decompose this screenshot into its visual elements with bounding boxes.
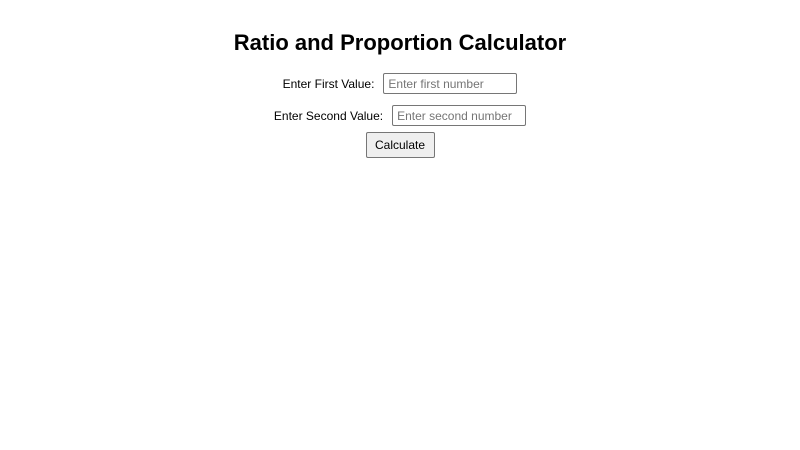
second-value-label: Enter Second Value: <box>273 108 384 123</box>
second-value-input[interactable] <box>392 105 526 126</box>
second-value-row <box>0 105 800 126</box>
first-value-input[interactable] <box>383 73 517 94</box>
page-title: Ratio and Proportion Calculator <box>233 30 567 55</box>
first-value-label: Enter First Value: <box>282 76 375 91</box>
first-value-row <box>0 73 800 94</box>
button-row <box>0 132 800 158</box>
calculate-button[interactable]: Calculate <box>366 132 435 158</box>
